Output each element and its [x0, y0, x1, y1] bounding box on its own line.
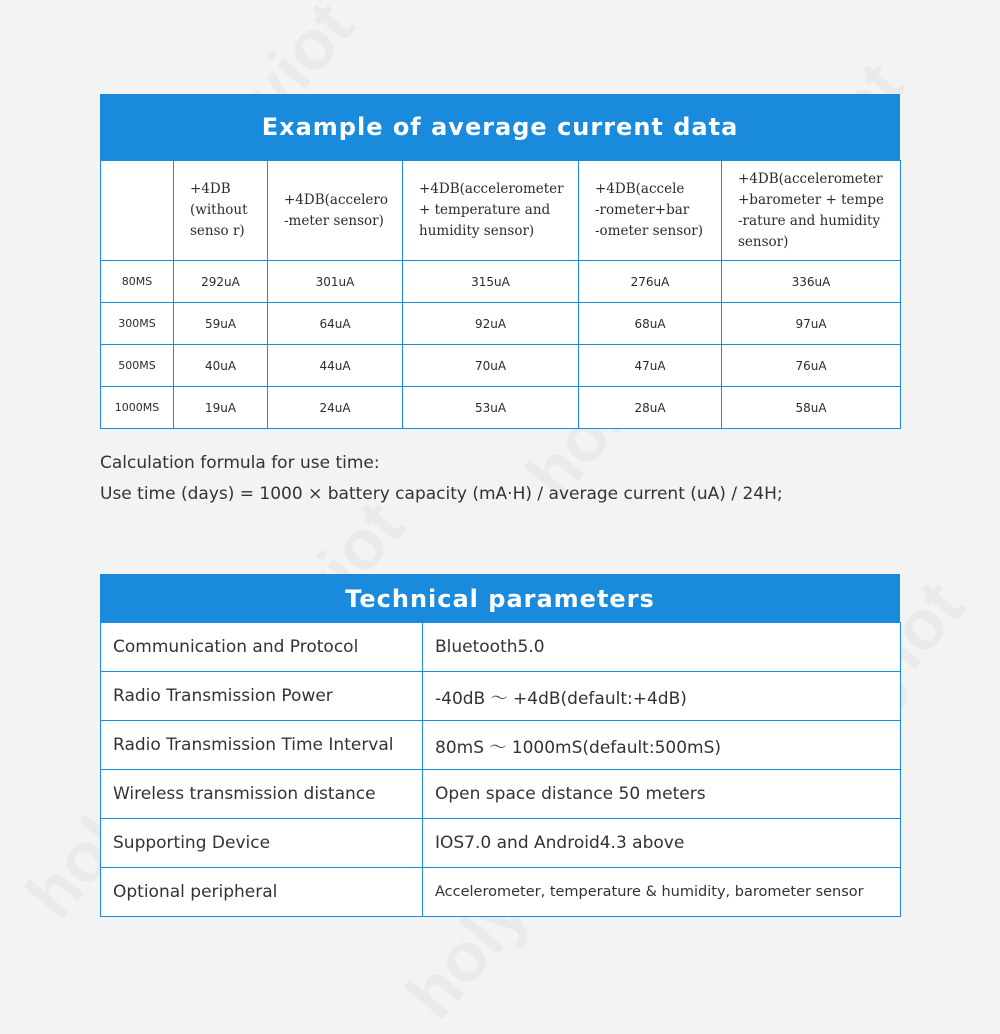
current-data-title: Example of average current data: [100, 94, 900, 160]
interval-label: 300MS: [101, 303, 174, 345]
header-cell: +4DB(accelero -meter sensor): [268, 161, 403, 261]
param-row: [101, 623, 901, 672]
param-value: IOS7.0 and Android4.3 above: [423, 819, 901, 868]
table-cell: 97uA: [722, 303, 901, 345]
table-cell: 19uA: [174, 387, 268, 429]
param-name: Radio Transmission Time Interval: [101, 721, 423, 770]
table-cell: 53uA: [403, 387, 579, 429]
formula-text: Use time (days) = 1000 × battery capacity (mA·H) / average current (uA) / 24H;: [100, 484, 783, 504]
table-row: [101, 387, 901, 429]
table-cell: 292uA: [174, 261, 268, 303]
table-cell: 28uA: [579, 387, 722, 429]
header-cell: +4DB(accelerometer +barometer + tempe -rature and humidity sensor): [722, 161, 901, 261]
param-row: [101, 721, 901, 770]
header-cell: +4DB(accele -rometer+bar -ometer sensor): [579, 161, 722, 261]
tech-params-panel: [100, 574, 900, 917]
table-cell: 68uA: [579, 303, 722, 345]
table-cell: 92uA: [403, 303, 579, 345]
table-cell: 40uA: [174, 345, 268, 387]
header-cell: +4DB (without senso r): [174, 161, 268, 261]
formula-label: Calculation formula for use time:: [100, 453, 380, 473]
table-row: [101, 345, 901, 387]
table-cell: 336uA: [722, 261, 901, 303]
table-cell: 59uA: [174, 303, 268, 345]
param-value: Bluetooth5.0: [423, 623, 901, 672]
table-cell: 64uA: [268, 303, 403, 345]
table-cell: 276uA: [579, 261, 722, 303]
header-cell: +4DB(accelerometer + temperature and humidity sensor): [403, 161, 579, 261]
param-name: Communication and Protocol: [101, 623, 423, 672]
table-row: [101, 303, 901, 345]
table-cell: 70uA: [403, 345, 579, 387]
param-value: Open space distance 50 meters: [423, 770, 901, 819]
param-row: [101, 819, 901, 868]
tech-params-title: Technical parameters: [100, 574, 900, 622]
table-cell: 301uA: [268, 261, 403, 303]
table-cell: 76uA: [722, 345, 901, 387]
interval-label: 500MS: [101, 345, 174, 387]
param-value: 80mS ～ 1000mS(default:500mS): [423, 721, 901, 770]
current-data-table: [100, 160, 901, 429]
header-cell: [101, 161, 174, 261]
param-value: Accelerometer, temperature & humidity, barometer sensor: [423, 868, 901, 917]
formula-block: [100, 448, 783, 510]
param-name: Radio Transmission Power: [101, 672, 423, 721]
param-name: Optional peripheral: [101, 868, 423, 917]
interval-label: 1000MS: [101, 387, 174, 429]
tech-params-table: [100, 622, 901, 917]
current-data-panel: [100, 94, 900, 429]
table-header-row: [101, 161, 901, 261]
table-cell: 47uA: [579, 345, 722, 387]
table-cell: 44uA: [268, 345, 403, 387]
table-cell: 58uA: [722, 387, 901, 429]
param-row: [101, 868, 901, 917]
param-name: Wireless transmission distance: [101, 770, 423, 819]
param-row: [101, 672, 901, 721]
table-row: [101, 261, 901, 303]
table-cell: 315uA: [403, 261, 579, 303]
param-row: [101, 770, 901, 819]
table-cell: 24uA: [268, 387, 403, 429]
param-name: Supporting Device: [101, 819, 423, 868]
interval-label: 80MS: [101, 261, 174, 303]
param-value: -40dB ～ +4dB(default:+4dB): [423, 672, 901, 721]
